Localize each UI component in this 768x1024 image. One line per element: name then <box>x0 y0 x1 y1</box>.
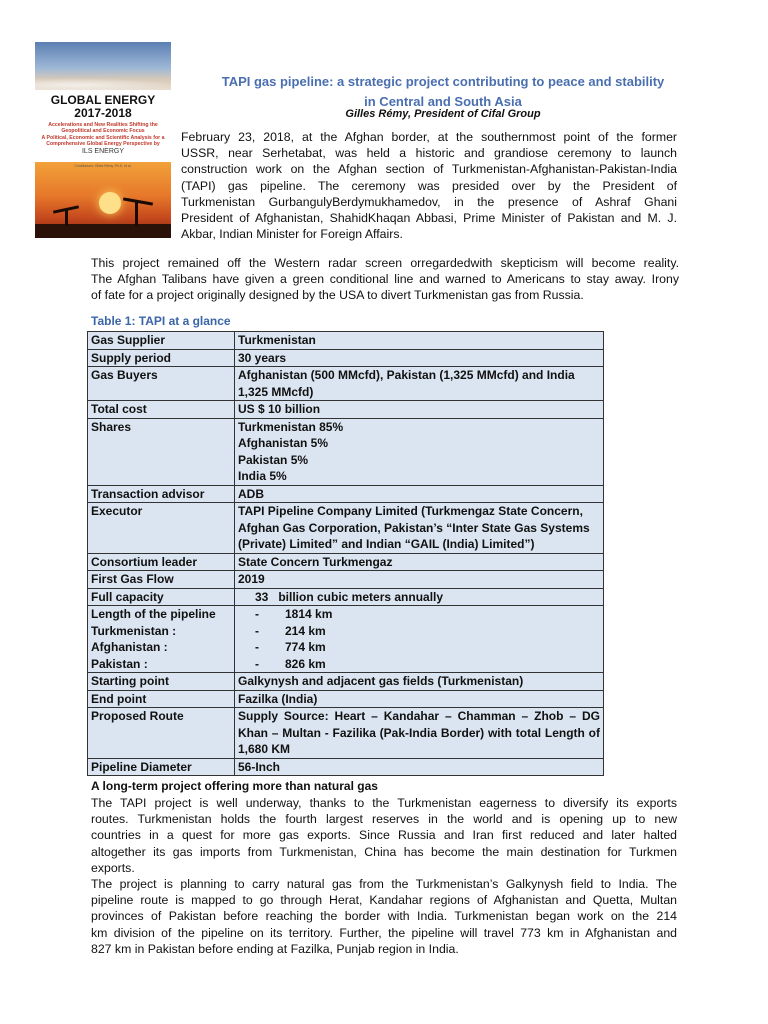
section-heading: A long-term project offering more than natural gas <box>91 779 378 793</box>
text-line: This project remained off the Western radar screen orregardedwith skepticism will become reality. <box>91 256 679 270</box>
text-line: 827 km in Pakistan before ending at Fazilka, Punjab region in India. <box>91 941 459 956</box>
table-row <box>88 485 604 503</box>
oil-pump-icon <box>135 202 138 226</box>
table-row <box>88 606 604 673</box>
cover-ground <box>35 224 171 238</box>
sun-icon <box>99 192 121 214</box>
row-key: First Gas Flow <box>88 571 235 589</box>
row-value: Fazilka (India) <box>235 690 604 708</box>
row-value: Turkmenistan <box>235 332 604 350</box>
row-key: Proposed Route <box>88 708 235 759</box>
row-key: Pipeline Diameter <box>88 758 235 776</box>
share-item: Pakistan 5% <box>238 452 309 467</box>
row-key: Shares <box>88 418 235 485</box>
row-value <box>235 606 604 673</box>
text-line: February 23, 2018, at the Afghan border, at the southernmost point of the former <box>181 130 677 144</box>
length-value: 826 km <box>285 656 326 671</box>
row-value: State Concern Turkmengaz <box>235 553 604 571</box>
cover-title: GLOBAL ENERGY <box>50 93 156 107</box>
text-line: The TAPI project is well underway, thanks to the Turkmenistan eagerness to diversify its exports <box>91 796 677 810</box>
row-value: Afghanistan (500 MMcfd), Pakistan (1,325 MMcfd) and India 1,325 MMcfd) <box>235 367 604 401</box>
text-line: (TAPI) gas pipeline. The ceremony was presided over by the President of <box>181 178 677 193</box>
article-title-line-2: in Central and South Asia <box>364 94 522 109</box>
text-line: of fate for a project originally designed by the USA to divert Turkmenistan gas from Russia. <box>91 288 584 303</box>
text-line: exports. <box>91 860 135 875</box>
row-value: Galkynysh and adjacent gas fields (Turkmenistan) <box>235 673 604 691</box>
row-value: 56-Inch <box>235 758 604 776</box>
text-line: km division of the pipeline on its territory. Further, the pipeline will travel 773 km in Afghanistan and <box>91 925 677 940</box>
cover-title-panel <box>35 90 171 162</box>
row-value <box>235 418 604 485</box>
table-row <box>88 553 604 571</box>
row-value: Supply Source: Heart – Kandahar – Chamman – Zhob – DG Khan – Multan - Fazilika (Pak-India Border) with total Length of 1,680 KM <box>235 708 604 759</box>
row-key: Total cost <box>88 401 235 419</box>
text-line: altogether its gas imports from Turkmenistan, China has become the main destination for Turkmen <box>91 844 677 859</box>
oil-pump-icon <box>65 210 68 226</box>
row-value: US $ 10 billion <box>235 401 604 419</box>
row-key <box>88 606 235 673</box>
row-key: Gas Buyers <box>88 367 235 401</box>
table-row <box>88 332 604 350</box>
table-row <box>88 588 604 606</box>
row-value: 30 years <box>235 349 604 367</box>
text-line: The project is planning to carry natural gas from the Turkmenistan’s Galkynysh field to India. The <box>91 877 677 891</box>
length-value: 1814 km <box>285 607 333 621</box>
text-line: construction work on the Afghan section of Turkmenistan-Afghanistan-Pakistan-India <box>181 162 677 177</box>
length-label: Length of the pipeline <box>91 607 216 621</box>
share-item: Afghanistan 5% <box>238 436 329 450</box>
share-item: India 5% <box>238 469 287 483</box>
row-key: Gas Supplier <box>88 332 235 350</box>
article-title-line-1: TAPI gas pipeline: a strategic project contributing to peace and stability <box>221 74 665 89</box>
skepticism-paragraph <box>91 255 679 304</box>
cover-subtitle: Accelerations and New Realities Shifting the Geopolitical and Economic Focus <box>48 122 158 134</box>
list-dash: - <box>255 640 259 654</box>
exports-paragraph <box>91 795 677 876</box>
share-item: Turkmenistan 85% <box>238 419 344 434</box>
table-row <box>88 367 604 401</box>
text-line: President of Afghanistan, ShahidKhaqan Abbasi, Prime Minister of Pakistan and M. J. <box>181 211 677 226</box>
row-key: End point <box>88 690 235 708</box>
length-value: 214 km <box>285 623 326 638</box>
route-paragraph <box>91 876 677 957</box>
byline: Gilles Rémy, President of Cifal Group <box>345 108 541 120</box>
length-value: 774 km <box>285 640 326 654</box>
text-line: Turkmenistan GurbangulyBerdymukhamedov, in the presence of Ashraf Ghani <box>181 194 677 209</box>
row-key: Transaction advisor <box>88 485 235 503</box>
table-row <box>88 673 604 691</box>
length-label: Afghanistan : <box>91 640 168 654</box>
text-line: The Afghan Talibans have given a green conditional line and warned to Americans to stay away. Irony <box>91 272 679 287</box>
text-line: Akbar, Indian Minister for Foreign Affairs. <box>181 227 403 242</box>
list-dash: - <box>255 607 259 621</box>
table-row <box>88 349 604 367</box>
cover-tagline: A Political, Economic and Scientific Analysis for a Comprehensive Global Energy Perspective by <box>41 135 165 147</box>
cover-publisher: ILS ENERGY <box>81 148 124 155</box>
intro-paragraph <box>181 129 677 242</box>
row-value: TAPI Pipeline Company Limited (Turkmengaz State Concern, Afghan Gas Corporation, Pakistan’s “Inter State Gas Systems (Private) Limited” and Indian “GAIL (India) Limited”) <box>235 503 604 554</box>
table-caption: Table 1: TAPI at a glance <box>91 314 231 328</box>
text-line: provinces of Pakistan before reaching the border with India. Turkmenistan began work on the 214 <box>91 909 677 924</box>
row-key: Starting point <box>88 673 235 691</box>
table-row <box>88 708 604 759</box>
table-row <box>88 571 604 589</box>
table-row <box>88 503 604 554</box>
book-cover-image <box>35 42 171 238</box>
text-line: USSR, near Serhetabat, was held a historic and grandiose ceremony to launch <box>181 146 677 161</box>
length-label: Turkmenistan : <box>91 623 177 638</box>
row-value: ADB <box>235 485 604 503</box>
cover-years: 2017-2018 <box>74 106 132 120</box>
table-row <box>88 418 604 485</box>
text-line: routes. Turkmenistan holds the fourth largest reserves in the world and is opening up to new <box>91 812 677 827</box>
tapi-table <box>87 331 604 776</box>
text-line: pipeline route is mapped to go through Herat, Kandahar regions of Afghanistan and Quetta, Multan <box>91 893 677 908</box>
row-value: 33 billion cubic meters annually <box>235 588 604 606</box>
row-key: Consortium leader <box>88 553 235 571</box>
text-line: countries in a quest for more gas exports. Since Russia and Iran first reduced and later halted <box>91 828 677 843</box>
row-key: Full capacity <box>88 588 235 606</box>
table-row <box>88 758 604 776</box>
length-label: Pakistan : <box>91 656 148 671</box>
cover-authors: Contributors: Gilles Rémy, Ph.D. et al. <box>74 164 132 168</box>
row-value: 2019 <box>235 571 604 589</box>
row-key: Supply period <box>88 349 235 367</box>
list-dash: - <box>255 623 259 638</box>
list-dash: - <box>255 656 259 671</box>
table-row <box>88 690 604 708</box>
table-row <box>88 401 604 419</box>
row-key: Executor <box>88 503 235 554</box>
